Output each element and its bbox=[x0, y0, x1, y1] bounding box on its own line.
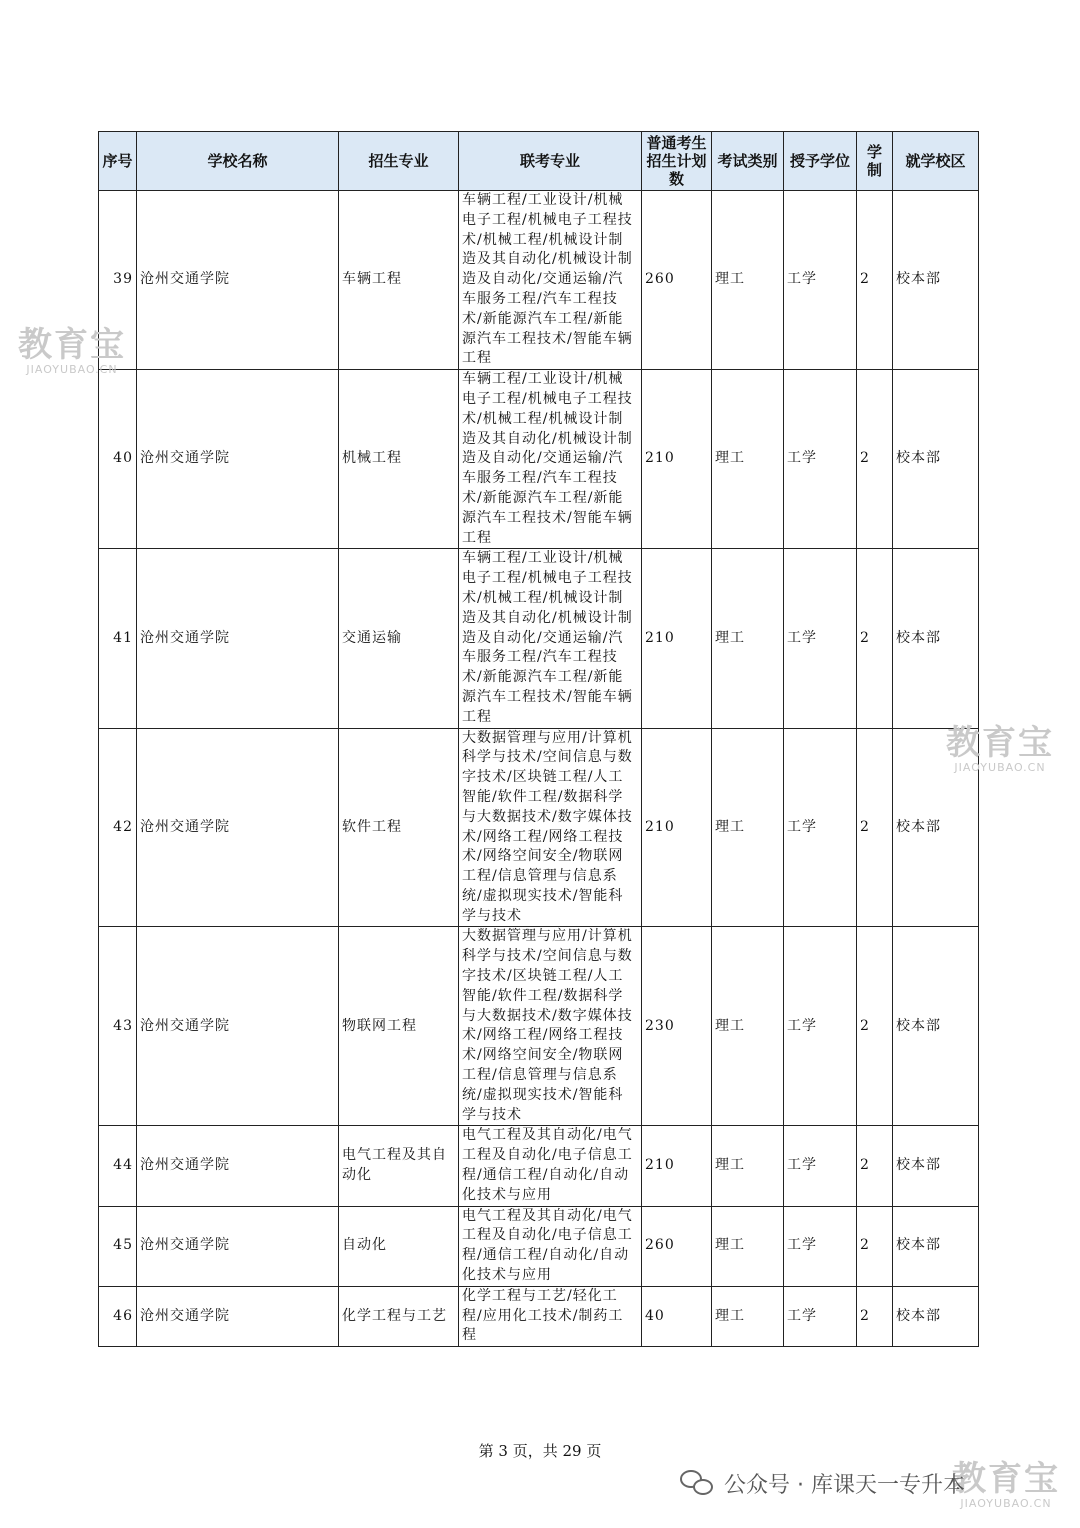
watermark-brand: 教育宝 bbox=[952, 1459, 1060, 1499]
page-number: 第 3 页，共 29 页 bbox=[478, 1442, 602, 1460]
watermark-right bbox=[946, 723, 1054, 774]
cell-plan-count: 40 bbox=[642, 1286, 712, 1346]
cell-exam-type: 理工 bbox=[712, 549, 784, 728]
cell-joint-major: 大数据管理与应用/计算机科学与技术/空间信息与数字技术/区块链工程/人工智能/软件工程/数据科学与大数据技术/数字媒体技术/网络工程/网络工程技术/网络空间安全/物联网工程/信息管理与信息系统/虚拟现实技术/智能科学与技术 bbox=[459, 728, 642, 927]
cell-joint-major: 电气工程及其自动化/电气工程及自动化/电子信息工程/通信工程/自动化/自动化技术与应用 bbox=[459, 1206, 642, 1286]
cell-campus: 校本部 bbox=[893, 191, 979, 370]
header-school: 学校名称 bbox=[137, 132, 339, 191]
cell-index: 46 bbox=[99, 1286, 137, 1346]
cell-index: 45 bbox=[99, 1206, 137, 1286]
cell-degree: 工学 bbox=[784, 191, 857, 370]
cell-joint-major: 电气工程及其自动化/电气工程及自动化/电子信息工程/通信工程/自动化/自动化技术与应用 bbox=[459, 1126, 642, 1206]
cell-years: 2 bbox=[857, 1126, 893, 1206]
cell-degree: 工学 bbox=[784, 370, 857, 549]
table-row bbox=[99, 549, 979, 728]
cell-school: 沧州交通学院 bbox=[137, 1286, 339, 1346]
cell-exam-type: 理工 bbox=[712, 191, 784, 370]
watermark-domain: JIAOYUBAO.CN bbox=[954, 761, 1046, 774]
cell-campus: 校本部 bbox=[893, 728, 979, 927]
cell-joint-major: 车辆工程/工业设计/机械电子工程/机械电子工程技术/机械工程/机械设计制造及其自动化/机械设计制造及自动化/交通运输/汽车服务工程/汽车工程技术/新能源汽车工程/新能源汽车工程技术/智能车辆工程 bbox=[459, 370, 642, 549]
cell-index: 40 bbox=[99, 370, 137, 549]
cell-campus: 校本部 bbox=[893, 1126, 979, 1206]
wechat-icon bbox=[680, 1470, 714, 1498]
watermark-domain: JIAOYUBAO.CN bbox=[960, 1497, 1052, 1510]
header-degree: 授予学位 bbox=[784, 132, 857, 191]
cell-joint-major: 大数据管理与应用/计算机科学与技术/空间信息与数字技术/区块链工程/人工智能/软件工程/数据科学与大数据技术/数字媒体技术/网络工程/网络工程技术/网络空间安全/物联网工程/信息管理与信息系统/虚拟现实技术/智能科学与技术 bbox=[459, 927, 642, 1126]
watermark-bottom bbox=[952, 1459, 1060, 1510]
cell-major: 交通运输 bbox=[339, 549, 459, 728]
cell-major: 化学工程与工艺 bbox=[339, 1286, 459, 1346]
cell-school: 沧州交通学院 bbox=[137, 191, 339, 370]
cell-major: 软件工程 bbox=[339, 728, 459, 927]
admissions-table bbox=[98, 131, 979, 1347]
cell-major: 物联网工程 bbox=[339, 927, 459, 1126]
cell-index: 41 bbox=[99, 549, 137, 728]
cell-degree: 工学 bbox=[784, 549, 857, 728]
watermark-brand: 教育宝 bbox=[18, 325, 126, 365]
watermark-brand: 教育宝 bbox=[946, 723, 1054, 763]
cell-exam-type: 理工 bbox=[712, 1206, 784, 1286]
cell-school: 沧州交通学院 bbox=[137, 728, 339, 927]
header-plan-count: 普通考生招生计划数 bbox=[642, 132, 712, 191]
table-row bbox=[99, 1206, 979, 1286]
cell-joint-major: 车辆工程/工业设计/机械电子工程/机械电子工程技术/机械工程/机械设计制造及其自动化/机械设计制造及自动化/交通运输/汽车服务工程/汽车工程技术/新能源汽车工程/新能源汽车工程技术/智能车辆工程 bbox=[459, 549, 642, 728]
cell-exam-type: 理工 bbox=[712, 1126, 784, 1206]
cell-exam-type: 理工 bbox=[712, 1286, 784, 1346]
cell-plan-count: 210 bbox=[642, 549, 712, 728]
table-row bbox=[99, 370, 979, 549]
cell-campus: 校本部 bbox=[893, 549, 979, 728]
cell-school: 沧州交通学院 bbox=[137, 549, 339, 728]
cell-exam-type: 理工 bbox=[712, 370, 784, 549]
cell-index: 42 bbox=[99, 728, 137, 927]
table-row bbox=[99, 1286, 979, 1346]
cell-degree: 工学 bbox=[784, 1126, 857, 1206]
cell-plan-count: 260 bbox=[642, 191, 712, 370]
cell-years: 2 bbox=[857, 191, 893, 370]
header-years: 学制 bbox=[857, 132, 893, 191]
header-joint-major: 联考专业 bbox=[459, 132, 642, 191]
cell-degree: 工学 bbox=[784, 1206, 857, 1286]
cell-index: 39 bbox=[99, 191, 137, 370]
wechat-account-label: 公众号 · 库课天一专升本 bbox=[724, 1473, 965, 1498]
cell-school: 沧州交通学院 bbox=[137, 927, 339, 1126]
cell-school: 沧州交通学院 bbox=[137, 1126, 339, 1206]
table-row bbox=[99, 927, 979, 1126]
cell-major: 电气工程及其自动化 bbox=[339, 1126, 459, 1206]
cell-school: 沧州交通学院 bbox=[137, 370, 339, 549]
cell-major: 机械工程 bbox=[339, 370, 459, 549]
table-row bbox=[99, 191, 979, 370]
table-header-row bbox=[99, 132, 979, 191]
cell-campus: 校本部 bbox=[893, 1206, 979, 1286]
cell-years: 2 bbox=[857, 927, 893, 1126]
cell-years: 2 bbox=[857, 1206, 893, 1286]
watermark-left bbox=[18, 325, 126, 376]
watermark-domain: JIAOYUBAO.CN bbox=[26, 363, 118, 376]
cell-campus: 校本部 bbox=[893, 927, 979, 1126]
cell-major: 车辆工程 bbox=[339, 191, 459, 370]
header-campus: 就学校区 bbox=[893, 132, 979, 191]
header-exam-type: 考试类别 bbox=[712, 132, 784, 191]
cell-plan-count: 210 bbox=[642, 370, 712, 549]
cell-campus: 校本部 bbox=[893, 1286, 979, 1346]
table-row bbox=[99, 1126, 979, 1206]
cell-years: 2 bbox=[857, 1286, 893, 1346]
cell-exam-type: 理工 bbox=[712, 728, 784, 927]
cell-joint-major: 化学工程与工艺/轻化工程/应用化工技术/制药工程 bbox=[459, 1286, 642, 1346]
cell-index: 44 bbox=[99, 1126, 137, 1206]
header-major: 招生专业 bbox=[339, 132, 459, 191]
table-row bbox=[99, 728, 979, 927]
header-index: 序号 bbox=[99, 132, 137, 191]
cell-years: 2 bbox=[857, 728, 893, 927]
cell-plan-count: 230 bbox=[642, 927, 712, 1126]
cell-degree: 工学 bbox=[784, 1286, 857, 1346]
cell-degree: 工学 bbox=[784, 927, 857, 1126]
cell-plan-count: 210 bbox=[642, 728, 712, 927]
cell-years: 2 bbox=[857, 370, 893, 549]
wechat-account bbox=[680, 1468, 965, 1499]
cell-joint-major: 车辆工程/工业设计/机械电子工程/机械电子工程技术/机械工程/机械设计制造及其自动化/机械设计制造及自动化/交通运输/汽车服务工程/汽车工程技术/新能源汽车工程/新能源汽车工程技术/智能车辆工程 bbox=[459, 191, 642, 370]
cell-index: 43 bbox=[99, 927, 137, 1126]
cell-school: 沧州交通学院 bbox=[137, 1206, 339, 1286]
cell-campus: 校本部 bbox=[893, 370, 979, 549]
cell-plan-count: 210 bbox=[642, 1126, 712, 1206]
cell-major: 自动化 bbox=[339, 1206, 459, 1286]
cell-plan-count: 260 bbox=[642, 1206, 712, 1286]
cell-years: 2 bbox=[857, 549, 893, 728]
cell-degree: 工学 bbox=[784, 728, 857, 927]
cell-exam-type: 理工 bbox=[712, 927, 784, 1126]
